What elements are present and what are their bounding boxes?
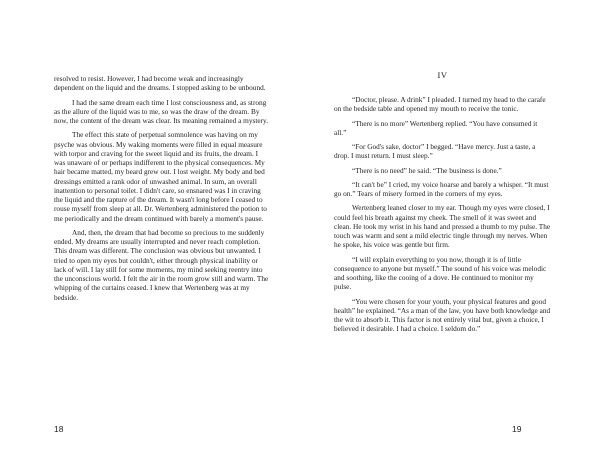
paragraph: And, then, the dream that had become so precious to me suddenly ended. My dreams are usually interrupted and never reach completion. This dream was different. The conclusion was obvious but unwanted. I tried to open my eyes but couldn't, either through physical inability or lack of will. I lay still for some moments, my mind seeking reentry into the unconscious world. I felt the air in the room grow still and warm. The whipping of the curtains ceased. I knew that Wertenberg was at my bedside. <box>54 227 269 302</box>
page-number-right: 19 <box>512 424 522 434</box>
paragraph: “For God's sake, doctor” I begged. “Have mercy. Just a taste, a drop. I must return. I must sleep.” <box>334 142 536 161</box>
paragraph: Wertenberg leaned closer to my ear. Though my eyes were closed, I could feel his breath against my cheek. The smell of it was sweet and clean. He took my wrist in his hand and pressed a thumb to my pulse. The touch was warm and sent a mild electric tingle through my nerves. When he spoke, his voice was gentle but firm. <box>334 203 551 250</box>
chapter-heading: IV <box>437 70 448 80</box>
paragraph: “I will explain everything to you now, though it is of little consequence to anyone but myself.” The sound of his voice was melodic and soothing, like the cooing of a dove. He continued to monitor my pulse. <box>334 254 547 292</box>
paragraph: “You were chosen for your youth, your physical features and good health” he explained. “As a man of the law, you have both knowledge and the wit to absorb it. This factor is not entirely vital but, given a choice, I believed it desirable. I had a choice. I seldom do.” <box>334 296 551 334</box>
paragraph: I had the same dream each time I lost consciousness and, as strong as the allure of the liquid was to me, so was the draw of the dream. By now, the content of the dream was clear. Its meaning remained a mystery. <box>54 97 269 125</box>
paragraph: “There is no more” Wertenberg replied. “You have consumed it all.” <box>334 118 538 137</box>
right-page <box>300 0 600 463</box>
paragraph: “There is no need” he said. “The business is done.” <box>352 165 502 175</box>
paragraph: “It can't be” I cried, my voice hoarse and barely a whisper. “It must go on.” Tears of misery formed in the corners of my eyes. <box>334 179 549 198</box>
left-page-text <box>54 74 271 302</box>
paragraph: The effect this state of perpetual somnolence was having on my psyche was obvious. My waking moments were filled in equal measure with torpor and craving for the sweet liquid and its fruits, the dream. I was unaware of or perhaps indifferent to the physical consequences. My hair became matted, my beard grew out. I lost weight. My body and bed dressings emitted a rank odor of unwashed animal. In sum, an overall inattention to personal toilet. I didn't care, so ensnared was I in craving the liquid and the rapture of the dream. It wasn't long before I ceased to rouse myself from sleep at all. Dr. Wertenberg administered the potion to me periodically and the dream continued with barely a moment's pause. <box>54 130 267 223</box>
page-number-left: 18 <box>54 424 64 434</box>
paragraph: resolved to resist. However, I had become weak and increasingly dependent on the liquid and the dreams. I stopped asking to be unbound. <box>54 74 266 93</box>
right-page-text <box>334 95 551 334</box>
paragraph: “Doctor, please. A drink” I pleaded. I turned my head to the carafe on the bedside table and opened my mouth to receive the tonic. <box>334 95 546 114</box>
